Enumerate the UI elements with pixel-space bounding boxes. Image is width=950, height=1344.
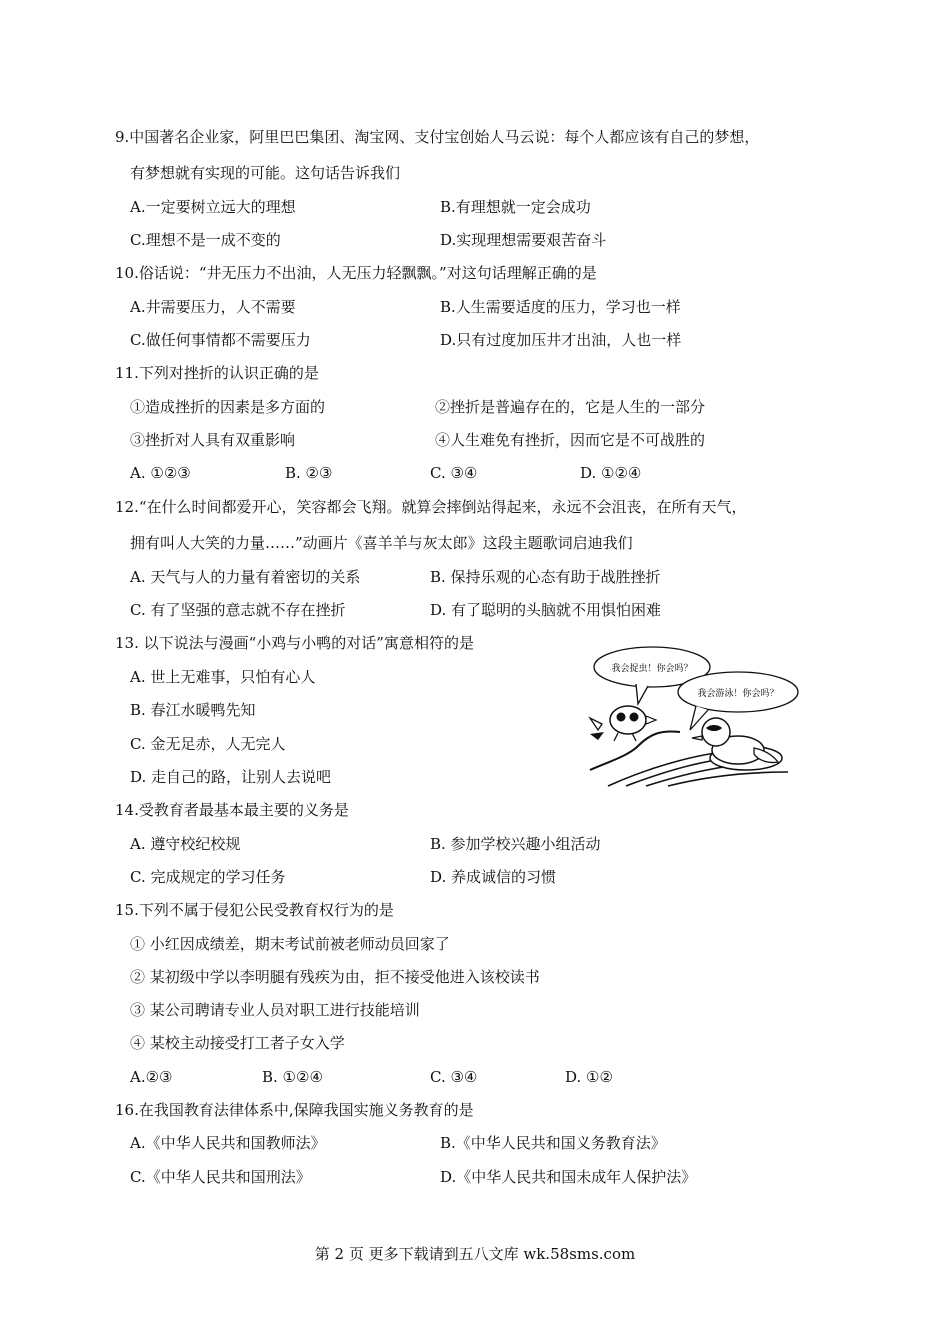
question-13-stem: 13. 以下说法与漫画“小鸡与小鸭的对话”寓意相符的是 xyxy=(115,634,474,652)
question-13-option-b: B. 春江水暖鸭先知 xyxy=(130,701,256,719)
question-15-statement-2: ② 某初级中学以李明腿有残疾为由，拒不接受他进入该校读书 xyxy=(130,968,540,986)
question-11-statement-4: ④人生难免有挫折，因而它是不可战胜的 xyxy=(435,431,706,449)
question-14-option-c: C. 完成规定的学习任务 xyxy=(130,868,286,886)
page-footer: 第 2 页 更多下载请到五八文库 wk.58sms.com xyxy=(314,1245,636,1263)
question-9-option-c: C.理想不是一成不变的 xyxy=(130,231,281,249)
question-11-option-b: B. ②③ xyxy=(285,464,333,482)
question-14-stem: 14.受教育者最基本最主要的义务是 xyxy=(115,801,349,819)
question-12-stem-cont: 拥有叫人大笑的力量……”动画片《喜羊羊与灰太郎》这段主题歌词启迪我们 xyxy=(130,534,633,552)
question-11-stem: 11.下列对挫折的认识正确的是 xyxy=(115,364,319,382)
question-14-option-d: D. 养成诚信的习惯 xyxy=(430,868,557,886)
question-14-option-a: A. 遵守校纪校规 xyxy=(130,835,241,853)
question-11-statement-2: ②挫折是普遍存在的，它是人生的一部分 xyxy=(435,398,706,416)
question-15-statement-3: ③ 某公司聘请专业人员对职工进行技能培训 xyxy=(130,1001,420,1019)
question-10-option-b: B.人生需要适度的压力，学习也一样 xyxy=(440,298,681,316)
question-15-option-d: D. ①② xyxy=(565,1068,613,1086)
question-12-option-a: A. 天气与人的力量有着密切的关系 xyxy=(130,568,361,586)
question-14-option-b: B. 参加学校兴趣小组活动 xyxy=(430,835,601,853)
question-15-statement-1: ① 小红因成绩差，期末考试前被老师动员回家了 xyxy=(130,935,450,953)
question-12-option-c: C. 有了坚强的意志就不存在挫折 xyxy=(130,601,346,619)
question-11-option-c: C. ③④ xyxy=(430,464,478,482)
question-13-option-c: C. 金无足赤，人无完人 xyxy=(130,735,286,753)
question-10-option-a: A.井需要压力，人不需要 xyxy=(130,298,296,316)
question-16-option-b: B.《中华人民共和国义务教育法》 xyxy=(440,1134,666,1152)
question-9-stem: 9.中国著名企业家，阿里巴巴集团、淘宝网、支付宝创始人马云说：每个人都应该有自己的梦想， xyxy=(115,128,760,146)
question-11-option-a: A. ①②③ xyxy=(130,464,191,482)
question-12-stem: 12.“在什么时间都爱开心，笑容都会飞翔。就算会摔倒站得起来，永远不会沮丧，在所有天气， xyxy=(115,498,747,516)
question-16-stem: 16.在我国教育法律体系中,保障我国实施义务教育的是 xyxy=(115,1101,474,1119)
question-13-option-a: A. 世上无难事，只怕有心人 xyxy=(130,668,316,686)
question-10-stem: 10.俗话说：“井无压力不出油，人无压力轻飘飘。”对这句话理解正确的是 xyxy=(115,264,597,282)
question-12-option-d: D. 有了聪明的头脑就不用惧怕困难 xyxy=(430,601,662,619)
question-16-option-a: A.《中华人民共和国教师法》 xyxy=(130,1134,326,1152)
question-13-option-d: D. 走自己的路，让别人去说吧 xyxy=(130,768,332,786)
question-11-statement-3: ③挫折对人具有双重影响 xyxy=(130,431,296,449)
question-15-option-b: B. ①②④ xyxy=(262,1068,323,1086)
question-9-option-a: A.一定要树立远大的理想 xyxy=(130,198,296,216)
duck-speech-text: 我会游泳！你会吗？ xyxy=(697,689,779,699)
chick-icon xyxy=(590,706,656,741)
question-11-statement-1: ①造成挫折的因素是多方面的 xyxy=(130,398,326,416)
question-12-option-b: B. 保持乐观的心态有助于战胜挫折 xyxy=(430,568,661,586)
question-16-option-c: C.《中华人民共和国刑法》 xyxy=(130,1168,311,1186)
question-10-option-c: C.做任何事情都不需要压力 xyxy=(130,331,311,349)
question-9-option-d: D.实现理想需要艰苦奋斗 xyxy=(440,231,607,249)
question-16-option-d: D.《中华人民共和国未成年人保护法》 xyxy=(440,1168,697,1186)
question-15-option-c: C. ③④ xyxy=(430,1068,478,1086)
question-11-option-d: D. ①②④ xyxy=(580,464,642,482)
question-9-stem-cont: 有梦想就有实现的可能。这句话告诉我们 xyxy=(130,164,401,182)
question-15-statement-4: ④ 某校主动接受打工者子女入学 xyxy=(130,1034,345,1052)
chick-speech-text: 我会捉虫！你会吗？ xyxy=(611,664,693,674)
question-10-option-d: D.只有过度加压井才出油，人也一样 xyxy=(440,331,682,349)
question-9-option-b: B.有理想就一定会成功 xyxy=(440,198,591,216)
question-15-stem: 15.下列不属于侵犯公民受教育权行为的是 xyxy=(115,901,394,919)
question-15-option-a: A.②③ xyxy=(130,1068,173,1086)
chick-duck-cartoon xyxy=(588,640,802,788)
